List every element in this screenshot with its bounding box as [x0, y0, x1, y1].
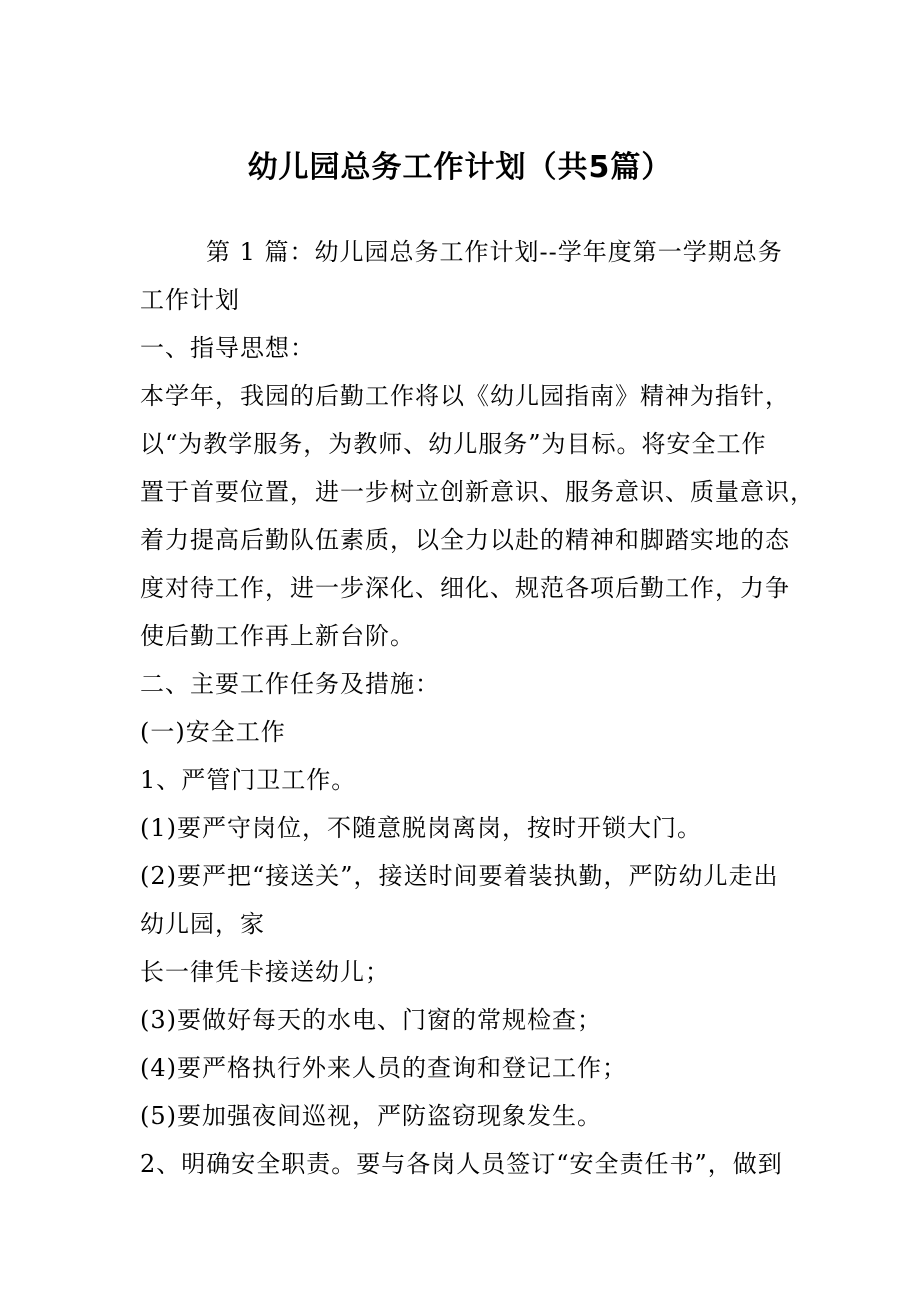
list-item: (5)要加强夜间巡视，严防盗窃现象发生。	[140, 1102, 602, 1130]
paragraph-line: 以“为教学服务，为教师、幼儿服务”为目标。将安全工作	[140, 430, 767, 458]
list-item: 2、明确安全职责。要与各岗人员签订“安全责任书”，做到	[140, 1150, 783, 1178]
list-item: 幼儿园，家	[140, 910, 265, 938]
paragraph-line: 着力提高后勤队伍素质，以全力以赴的精神和脚踏实地的态	[140, 526, 790, 554]
list-item: (3)要做好每天的水电、门窗的常规检查；	[140, 1006, 602, 1034]
section-heading: 二、主要工作任务及措施：	[140, 670, 440, 698]
subsection-heading: (一)安全工作	[140, 718, 286, 746]
paragraph-line: 本学年，我园的后勤工作将以《幼儿园指南》精神为指针，	[140, 382, 790, 410]
paragraph-line: 使后勤工作再上新台阶。	[140, 622, 415, 650]
list-item: 长一律凭卡接送幼儿；	[140, 958, 390, 986]
chapter-heading-line: 第 1 篇：幼儿园总务工作计划--学年度第一学期总务	[206, 238, 783, 266]
paragraph-line: 度对待工作，进一步深化、细化、规范各项后勤工作，力争	[140, 574, 790, 602]
document-body	[140, 228, 815, 1188]
list-item: 1、严管门卫工作。	[140, 766, 357, 794]
list-item: (4)要严格执行外来人员的查询和登记工作；	[140, 1054, 627, 1082]
paragraph-line: 置于首要位置，进一步树立创新意识、服务意识、质量意识，	[140, 478, 815, 506]
list-item: (1)要严守岗位，不随意脱岗离岗，按时开锁大门。	[140, 814, 702, 842]
section-heading: 一、指导思想：	[140, 334, 315, 362]
list-item: (2)要严把“接送关”，接送时间要着装执勤，严防幼儿走出	[140, 862, 779, 890]
chapter-heading-line: 工作计划	[140, 286, 240, 314]
document-title: 幼儿园总务工作计划（共5篇）	[247, 150, 673, 185]
